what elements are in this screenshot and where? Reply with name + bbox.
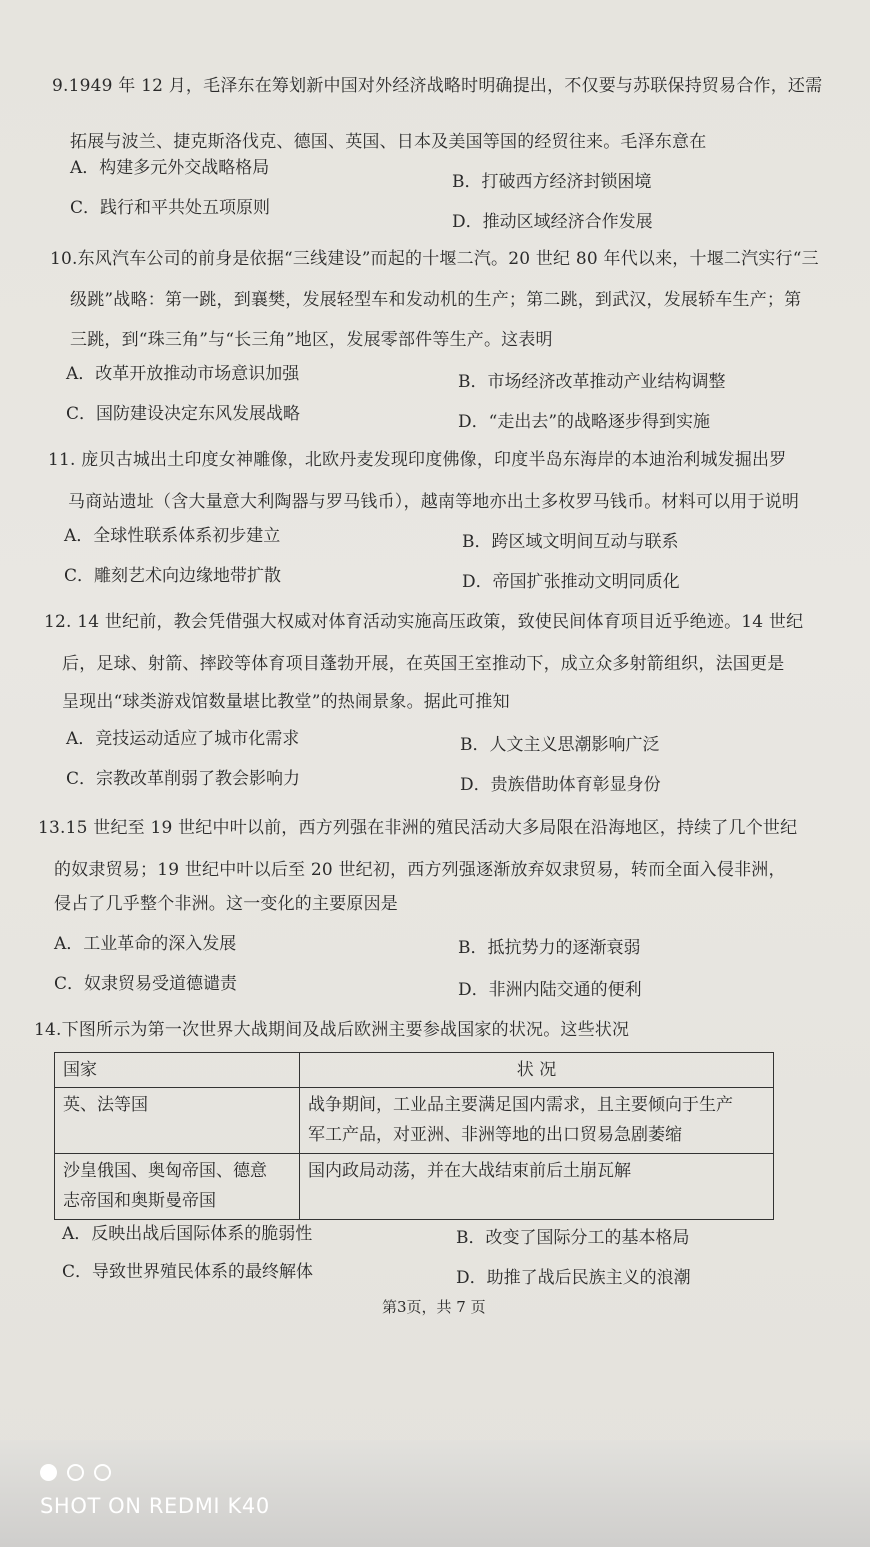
page-number: 第3页，共 7 页 [382, 1298, 486, 1316]
q10-option-a: A．改革开放推动市场意识加强 [66, 364, 300, 384]
q13-option-c: C．奴隶贸易受道德谴责 [54, 974, 238, 994]
q10-option-b: B．市场经济改革推动产业结构调整 [458, 372, 726, 392]
table-row1-status-line1: 战争期间，工业品主要满足国内需求，且主要倾向于生产 [308, 1095, 733, 1115]
q9-option-a: A．构建多元外交战略格局 [70, 158, 270, 178]
q9-option-c: C．践行和平共处五项原则 [70, 198, 271, 218]
q13-stem-line2: 的奴隶贸易；19 世纪中叶以后至 20 世纪初，西方列强逐渐放弃奴隶贸易，转而全面入侵非洲， [54, 860, 786, 880]
q12-option-d: D．贵族借助体育彰显身份 [460, 775, 661, 795]
table-row2-country [55, 1154, 300, 1220]
q14-option-b: B．改变了国际分工的基本格局 [456, 1228, 690, 1248]
table-row2-country-line2: 志帝国和奥斯曼帝国 [63, 1191, 216, 1211]
q11-stem-line2: 马商站遗址（含大量意大利陶器与罗马钱币），越南等地亦出土多枚罗马钱币。材料可以用于说明 [68, 492, 800, 512]
q12-option-c: C．宗教改革削弱了教会影响力 [66, 769, 301, 789]
q14-stem-line1: 14.下图所示为第一次世界大战期间及战后欧洲主要参战国家的状况。这些状况 [34, 1020, 630, 1040]
q13-stem-line3: 侵占了几乎整个非洲。这一变化的主要原因是 [54, 894, 398, 914]
q10-option-c: C．国防建设决定东风发展战略 [66, 404, 301, 424]
q13-option-a: A．工业革命的深入发展 [54, 934, 237, 954]
q10-stem-line1: 10.东风汽车公司的前身是依据“三线建设”而起的十堰二汽。20 世纪 80 年代以来，十堰二汽实行“三 [50, 249, 819, 269]
table-row1-country: 英、法等国 [55, 1088, 300, 1154]
q11-option-a: A．全球性联系体系初步建立 [64, 526, 281, 546]
q12-option-a: A．竞技运动适应了城市化需求 [66, 729, 300, 749]
q10-stem-line2: 级跳”战略：第一跳，到襄樊，发展轻型车和发动机的生产；第二跳，到武汉，发展轿车生产；第 [70, 290, 802, 310]
q12-stem-line1: 12. 14 世纪前，教会凭借强大权威对体育活动实施高压政策，致使民间体育项目近乎绝迹。14 世纪 [44, 612, 804, 632]
q12-stem-line3: 呈现出“球类游戏馆数量堪比教堂”的热闹景象。据此可推知 [62, 692, 510, 712]
table-row1-status [300, 1088, 774, 1154]
q10-option-d: D．“走出去”的战略逐步得到实施 [458, 412, 711, 432]
q14-option-d: D．助推了战后民族主义的浪潮 [456, 1268, 691, 1288]
q11-option-b: B．跨区域文明间互动与联系 [462, 532, 679, 552]
camera-watermark-text: SHOT ON REDMI K40 [40, 1494, 270, 1518]
dot-outline-icon [67, 1464, 84, 1481]
table-header-status: 状 况 [300, 1053, 774, 1088]
q13-stem-line1: 13.15 世纪至 19 世纪中叶以前，西方列强在非洲的殖民活动大多局限在沿海地区，持续了几个世纪 [38, 818, 798, 838]
q13-option-d: D．非洲内陆交通的便利 [458, 980, 642, 1000]
q12-stem-line2: 后，足球、射箭、摔跤等体育项目蓬勃开展，在英国王室推动下，成立众多射箭组织，法国更是 [62, 654, 785, 674]
table-row2-status: 国内政局动荡，并在大战结束前后土崩瓦解 [300, 1154, 774, 1220]
table-row2-country-line1: 沙皇俄国、奥匈帝国、德意 [63, 1161, 267, 1181]
q14-option-c: C．导致世界殖民体系的最终解体 [62, 1262, 314, 1282]
q11-option-d: D．帝国扩张推动文明同质化 [462, 572, 680, 592]
table-row1-status-line2: 军工产品，对亚洲、非洲等地的出口贸易急剧萎缩 [308, 1125, 682, 1145]
dot-filled-icon [40, 1464, 57, 1481]
q14-option-a: A．反映出战后国际体系的脆弱性 [62, 1224, 313, 1244]
q12-option-b: B．人文主义思潮影响广泛 [460, 735, 660, 755]
q10-stem-line3: 三跳，到“珠三角”与“长三角”地区，发展零部件等生产。这表明 [70, 330, 553, 350]
q9-option-d: D．推动区域经济合作发展 [452, 212, 653, 232]
q9-stem-line2: 拓展与波兰、捷克斯洛伐克、德国、英国、日本及美国等国的经贸往来。毛泽东意在 [70, 132, 707, 152]
q9-stem-line1: 9.1949 年 12 月，毛泽东在筹划新中国对外经济战略时明确提出，不仅要与苏联保持贸易合作，还需 [52, 76, 823, 96]
q14-table [54, 1052, 774, 1220]
table-header-country: 国家 [55, 1053, 300, 1088]
q11-option-c: C．雕刻艺术向边缘地带扩散 [64, 566, 282, 586]
camera-dots-icon [40, 1464, 111, 1481]
dot-outline-icon [94, 1464, 111, 1481]
q13-option-b: B．抵抗势力的逐渐衰弱 [458, 938, 641, 958]
q11-stem-line1: 11. 庞贝古城出土印度女神雕像，北欧丹麦发现印度佛像，印度半岛东海岸的本迪治利城发掘出罗 [48, 450, 787, 470]
q9-option-b: B．打破西方经济封锁困境 [452, 172, 652, 192]
